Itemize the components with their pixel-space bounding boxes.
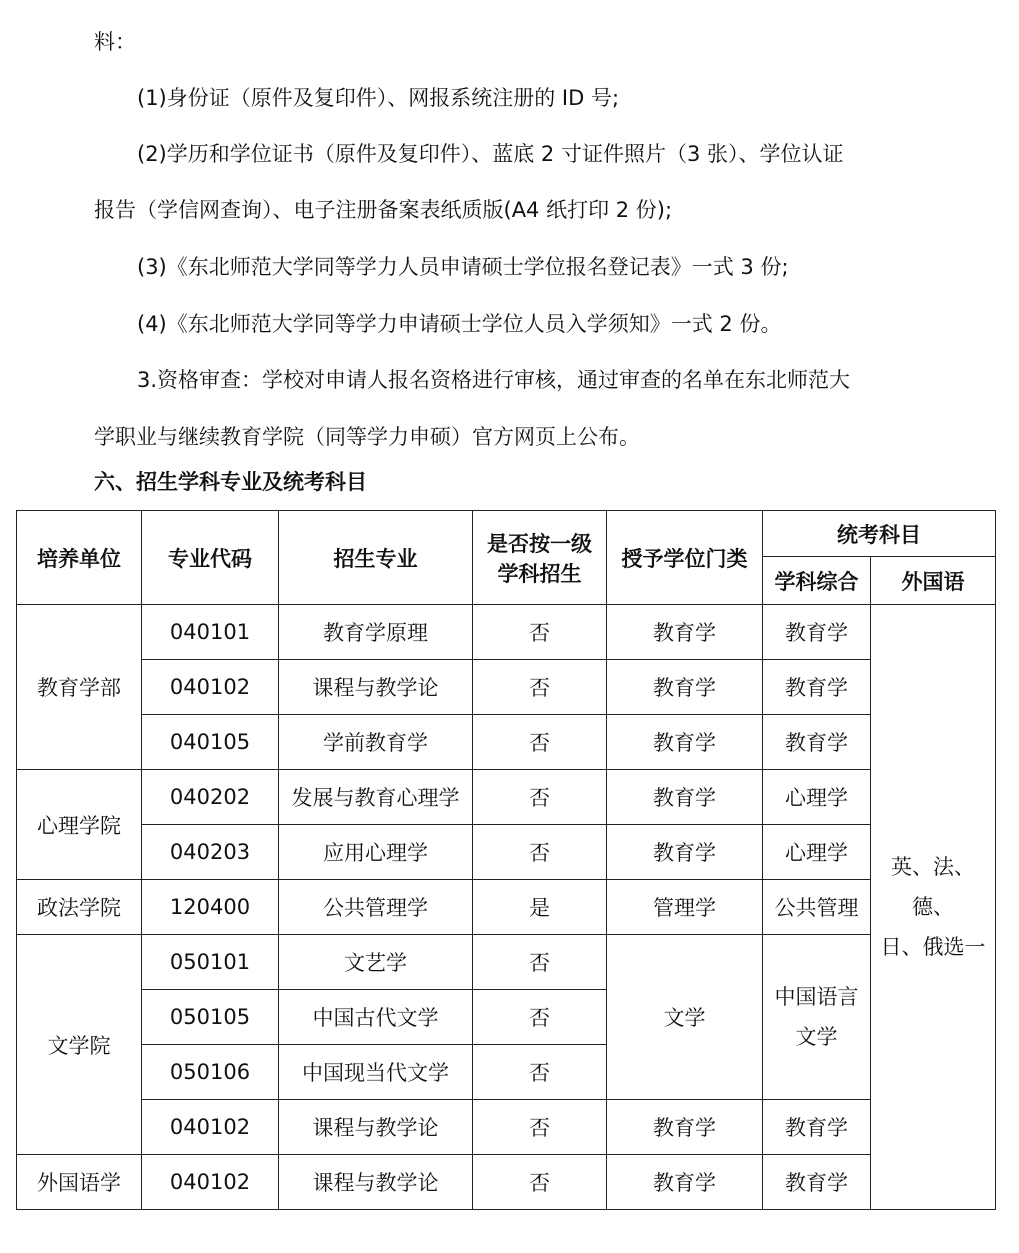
table-header-row	[17, 511, 996, 557]
first-level-cell: 否	[473, 990, 607, 1045]
degree-cell: 教育学	[607, 605, 763, 660]
first-level-cell: 否	[473, 1155, 607, 1210]
major-cell: 学前教育学	[279, 715, 473, 770]
code-cell: 040102	[142, 1155, 279, 1210]
table-row	[17, 825, 996, 880]
major-cell: 课程与教学论	[279, 1100, 473, 1155]
header-foreign: 外国语	[871, 557, 996, 605]
degree-cell: 教育学	[607, 1155, 763, 1210]
subject-line1: 中国语言	[774, 985, 859, 1009]
subject-cell: 教育学	[763, 605, 871, 660]
code-cell: 050105	[142, 990, 279, 1045]
first-level-cell: 否	[473, 825, 607, 880]
degree-cell: 文学	[607, 935, 763, 1100]
first-level-cell: 否	[473, 1100, 607, 1155]
paragraph-line: (1)身份证（原件及复印件）、网报系统注册的 ID 号;	[137, 86, 620, 110]
subject-cell: 心理学	[763, 825, 871, 880]
admission-table	[16, 510, 996, 1210]
major-cell: 公共管理学	[279, 880, 473, 935]
degree-cell: 管理学	[607, 880, 763, 935]
first-level-cell: 否	[473, 770, 607, 825]
table-row	[17, 1100, 996, 1155]
code-cell: 050106	[142, 1045, 279, 1100]
subject-cell: 教育学	[763, 1100, 871, 1155]
paragraph-line: 料：	[94, 30, 136, 54]
table-row	[17, 715, 996, 770]
paragraph-line: 报告（学信网查询）、电子注册备案表纸质版(A4 纸打印 2 份);	[94, 198, 673, 222]
table-row	[17, 770, 996, 825]
code-cell: 050101	[142, 935, 279, 990]
header-unit: 培养单位	[17, 511, 142, 605]
header-code: 专业代码	[142, 511, 279, 605]
degree-cell: 教育学	[607, 660, 763, 715]
degree-cell: 教育学	[607, 825, 763, 880]
code-cell: 040105	[142, 715, 279, 770]
subject-cell: 心理学	[763, 770, 871, 825]
table-row	[17, 660, 996, 715]
first-level-cell: 否	[473, 935, 607, 990]
major-cell: 文艺学	[279, 935, 473, 990]
major-cell: 课程与教学论	[279, 660, 473, 715]
major-cell: 应用心理学	[279, 825, 473, 880]
major-cell: 课程与教学论	[279, 1155, 473, 1210]
table-row	[17, 605, 996, 660]
subject-cell	[763, 935, 871, 1100]
header-degree: 授予学位门类	[607, 511, 763, 605]
header-first-level	[473, 511, 607, 605]
degree-cell: 教育学	[607, 715, 763, 770]
paragraph-line: 3.资格审查：学校对申请人报名资格进行审核，通过审查的名单在东北师范大	[137, 368, 851, 392]
paragraph-line: (3)《东北师范大学同等学力人员申请硕士学位报名登记表》一式 3 份;	[137, 255, 789, 279]
major-cell: 中国古代文学	[279, 990, 473, 1045]
first-level-cell: 是	[473, 880, 607, 935]
degree-cell: 教育学	[607, 770, 763, 825]
code-cell: 040202	[142, 770, 279, 825]
table-row	[17, 880, 996, 935]
subject-line2: 文学	[795, 1025, 838, 1049]
header-first-level-line2: 学科招生	[497, 561, 582, 586]
paragraph-line: (4)《东北师范大学同等学力申请硕士学位人员入学须知》一式 2 份。	[137, 312, 782, 336]
degree-cell: 教育学	[607, 1100, 763, 1155]
header-major: 招生专业	[279, 511, 473, 605]
code-cell: 040102	[142, 660, 279, 715]
paragraph-line: 学职业与继续教育学院（同等学力申硕）官方网页上公布。	[94, 425, 640, 449]
code-cell: 040102	[142, 1100, 279, 1155]
section-heading: 六、招生学科专业及统考科目	[94, 470, 367, 494]
unit-cell: 政法学院	[17, 880, 142, 935]
major-cell: 中国现当代文学	[279, 1045, 473, 1100]
paragraph-line: (2)学历和学位证书（原件及复印件）、蓝底 2 寸证件照片（3 张）、学位认证	[137, 142, 844, 166]
header-subject: 学科综合	[763, 557, 871, 605]
first-level-cell: 否	[473, 715, 607, 770]
first-level-cell: 否	[473, 1045, 607, 1100]
code-cell: 040101	[142, 605, 279, 660]
subject-cell: 教育学	[763, 715, 871, 770]
subject-cell: 公共管理	[763, 880, 871, 935]
unit-cell: 文学院	[17, 935, 142, 1155]
first-level-cell: 否	[473, 605, 607, 660]
unit-cell: 外国语学	[17, 1155, 142, 1210]
unit-cell: 教育学部	[17, 605, 142, 770]
foreign-language-cell	[871, 605, 996, 1210]
foreign-line2: 日、俄选一	[880, 935, 986, 959]
header-exam: 统考科目	[763, 511, 996, 557]
unit-cell: 心理学院	[17, 770, 142, 880]
code-cell: 120400	[142, 880, 279, 935]
header-first-level-line1: 是否按一级	[487, 531, 592, 556]
major-cell: 发展与教育心理学	[279, 770, 473, 825]
first-level-cell: 否	[473, 660, 607, 715]
code-cell: 040203	[142, 825, 279, 880]
table-row	[17, 1155, 996, 1210]
subject-cell: 教育学	[763, 1155, 871, 1210]
foreign-line1: 英、法、德、	[891, 855, 975, 919]
major-cell: 教育学原理	[279, 605, 473, 660]
table-row	[17, 935, 996, 990]
subject-cell: 教育学	[763, 660, 871, 715]
